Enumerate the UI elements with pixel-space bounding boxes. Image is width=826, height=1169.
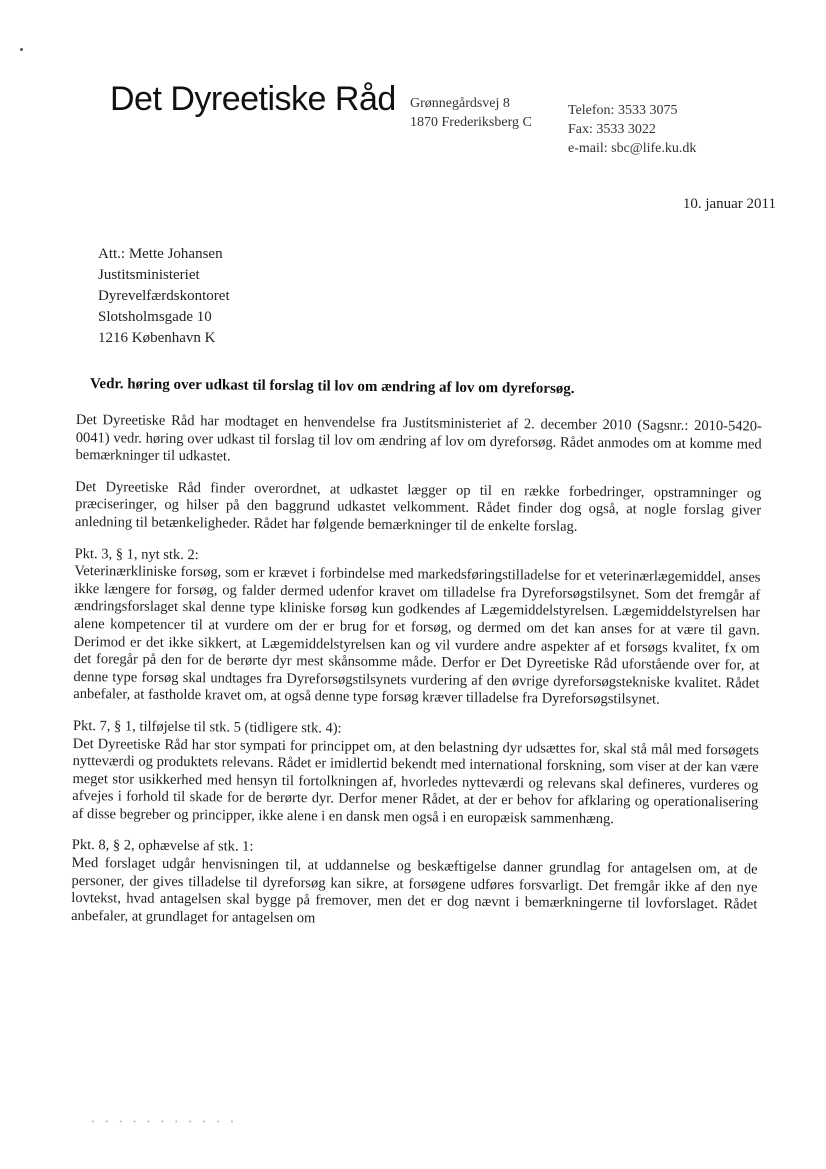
- address-block: [410, 94, 532, 132]
- point-body-2: Det Dyreetiske Råd har stor sympati for princippet om, at den belastning dyr udsættes for, skal stå mål med forsøgets nytteværdi og produktets relevans. Rådet er imidlertid bekendt med international forskning, som viser at der kan være meget stor usikkerhed med hensyn til fortolkningen af, hvorledes nytteværdi og relevans skal defineres, vurderes og afvejes i forhold til skade for de berørte dyr. Derfor mener Rådet, at der er behov for afklaring og operationalisering af disse begreber og principper, ikke alene i en dansk men også i en europæisk sammenhæng.: [72, 735, 759, 828]
- recipient-attention: Att.: Mette Johansen: [98, 246, 223, 262]
- scan-artifact-footer: · · · · · · · · · · ·: [90, 1112, 237, 1131]
- letter-subject: Vedr. høring over udkast til forslag til lov om ændring af lov om dyreforsøg.: [89, 376, 575, 398]
- email: e-mail: sbc@life.ku.dk: [568, 141, 697, 156]
- recipient-city: 1216 København K: [98, 330, 216, 346]
- organization-logo: Det Dyreetiske Råd: [110, 80, 396, 118]
- point-heading-2: Pkt. 7, § 1, tilføjelse til stk. 5 (tidligere stk. 4):: [72, 717, 342, 737]
- recipient-office: Dyrevelfærdskontoret: [98, 288, 230, 304]
- letter-body: [71, 412, 762, 939]
- address-city: 1870 Frederiksberg C: [410, 115, 532, 130]
- paragraph-intro: Det Dyreetiske Råd har modtaget en henvendelse fra Justitsministeriet af 2. december 2010 (Sagsnr.: 2010-5420-0041) vedr. høring over udkast til forslag til lov om ændring af lov om dyreforsøg. Rådet anmodes om at komme med bemærkninger til udkastet.: [75, 412, 762, 465]
- scan-speck: [20, 48, 23, 51]
- letter-date: 10. januar 2011: [682, 196, 776, 212]
- paragraph-overall: Det Dyreetiske Råd finder overordnet, at udkastet lægger op til en række forbedringer, opstramninger og præciseringer, og hilser på den baggrund udkastet velkomment. Rådet finder dog også, at nogle forslag giver anledning til betænkeligheder. Rådet har følgende bemærkninger til de enkelte forslag.: [74, 478, 762, 535]
- address-street: Grønnegårdsvej 8: [410, 96, 510, 111]
- phone: Telefon: 3533 3075: [568, 103, 678, 118]
- point-heading-3: Pkt. 8, § 2, ophævelse af stk. 1:: [71, 837, 254, 856]
- recipient-block: [98, 244, 230, 349]
- fax: Fax: 3533 3022: [568, 122, 656, 137]
- recipient-ministry: Justitsministeriet: [98, 267, 200, 283]
- point-body-1: Veterinærkliniske forsøg, som er krævet i forbindelse med markedsføringstilladelse for et veterinærlægemiddel, anses ikke længere for forsøg, og falder dermed udenfor kravet om tilladelse fra Dyreforsøgstilsynet. Som det fremgår af ændringsforslaget skal denne type kliniske forsøg kun godkendes af Lægemiddelstyrelsen. Lægemiddelstyrelsen har alene kompetencer til at vurdere om der er brug for et forsøg, og dermed om det kan anses for at være til gavn. Derimod er det ikke sikkert, at Lægemiddelstyrelsen kan og vil vurdere andre aspekter af et forsøgs kvalitet, fx om det foregår på den for de berørte dyr mest skånsomme måde. Derfor er Det Dyreetiske Råd uforstående over for, at denne type forsøg skal undtages fra Dyreforsøgstilsynets vurdering af den øvrige dyreforsøgstekniske kvalitet. Rådet anbefaler, at fastholde kravet om, at også denne type forsøg kræver tilladelse fra Dyreforsøgstilsynet.: [73, 563, 761, 708]
- contact-block: [568, 101, 696, 158]
- point-heading-1: Pkt. 3, § 1, nyt stk. 2:: [74, 545, 199, 563]
- point-body-3: Med forslaget udgår henvisningen til, at uddannelse og beskæftigelse danner grundlag for antagelsen om, at de personer, der gives tilladelse til dyreforsøg kan sikre, at forsøgene udføres forsvarligt. Det fremgår ikke af den nye lovtekst, hvad antagelsen skal bygge på fremover, men det er dog nævnt i bemærkningerne til lovforslaget. Rådet anbefaler, at grundlaget for antagelsen om: [71, 855, 758, 927]
- recipient-street: Slotsholmsgade 10: [98, 309, 212, 325]
